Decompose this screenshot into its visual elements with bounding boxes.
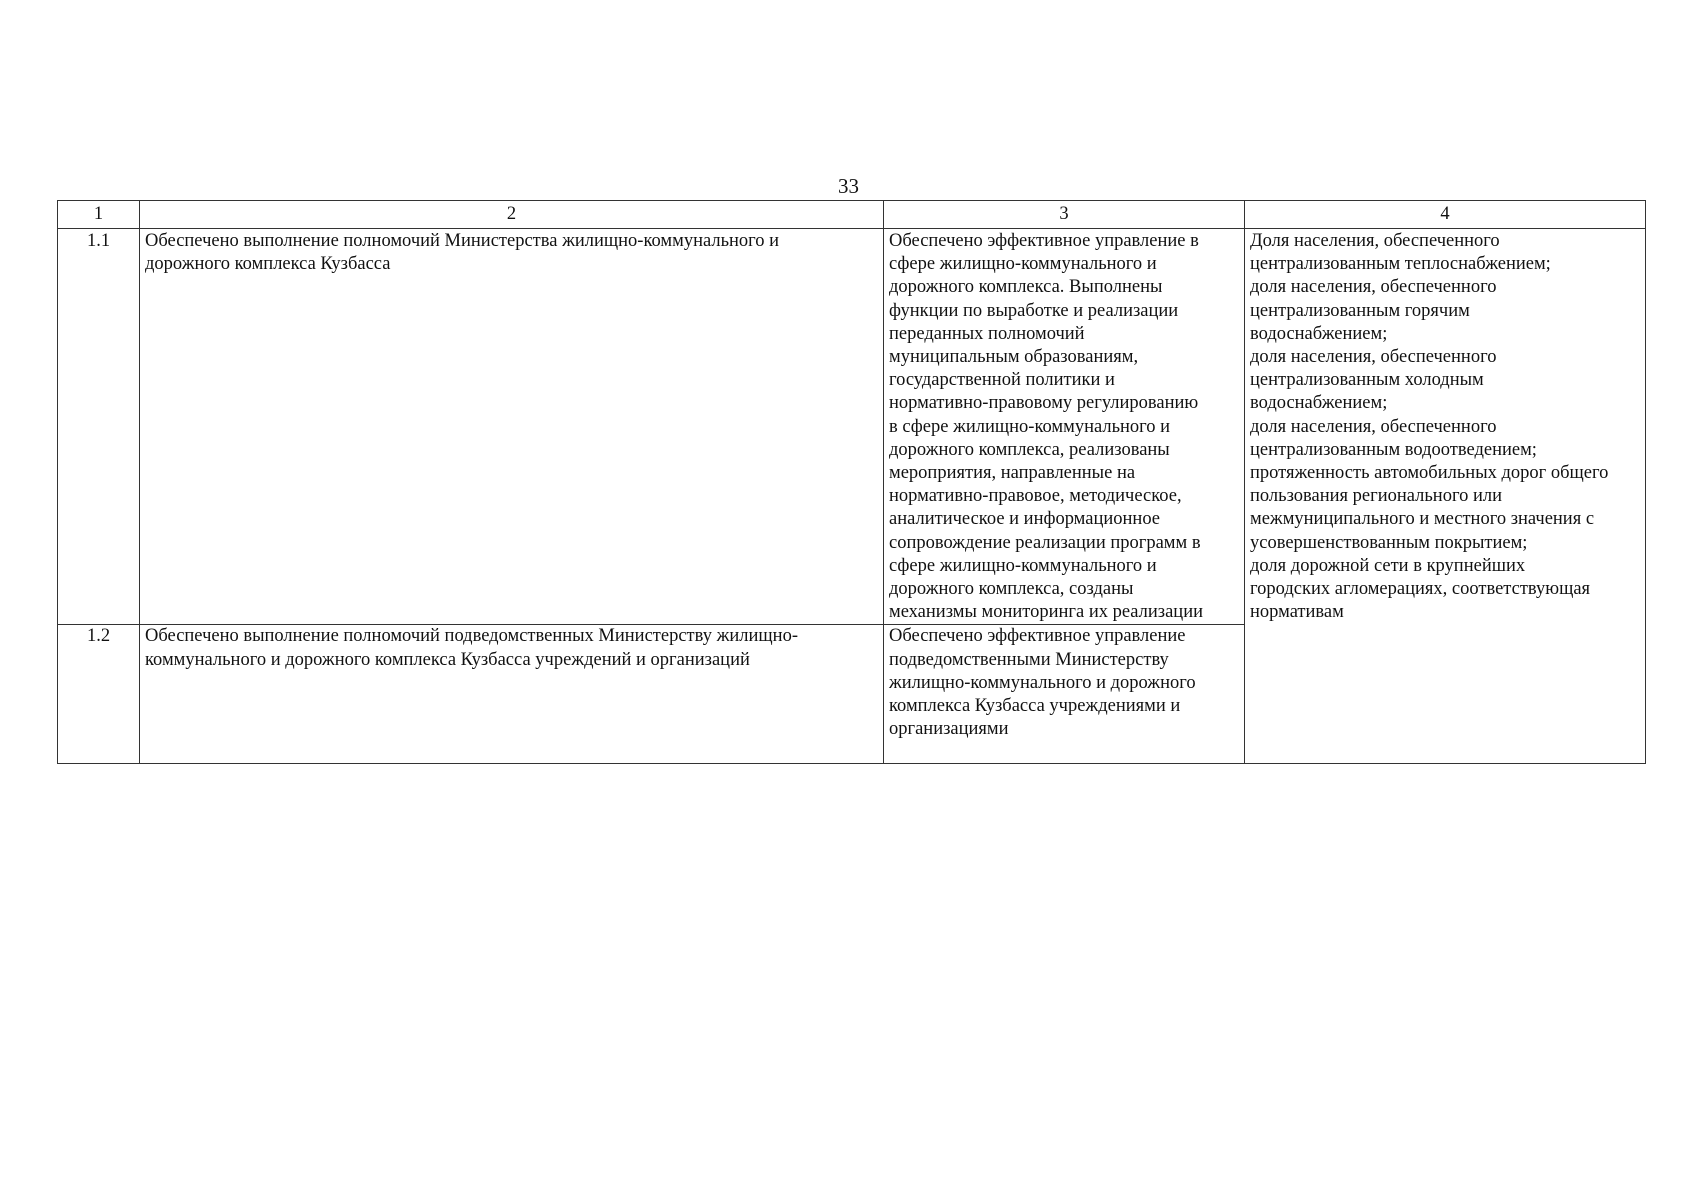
header-cell-3: 3 xyxy=(884,201,1245,229)
text-line: нормативам xyxy=(1250,602,1344,623)
indicators-cell xyxy=(1245,229,1646,764)
text-line: Обеспечено эффективное управление в xyxy=(889,231,1199,251)
text-line: централизованным теплоснабжением; xyxy=(1250,254,1551,275)
text-line: Обеспечено выполнение полномочий Министерства жилищно-коммунального и xyxy=(145,231,780,251)
text-line: дорожного комплекса, реализованы xyxy=(889,439,1170,460)
table-row xyxy=(58,229,1646,625)
text-line: Обеспечено выполнение полномочий подведомственных Министерству жилищно- xyxy=(145,626,798,647)
text-line: сфере жилищно-коммунального и xyxy=(889,555,1157,576)
text-line: жилищно-коммунального и дорожного xyxy=(889,672,1196,693)
text-line: в сфере жилищно-коммунального и xyxy=(889,416,1171,437)
text-line: водоснабжением; xyxy=(1250,323,1388,344)
page-number: 33 xyxy=(838,174,859,198)
text-line: дорожного комплекса Кузбасса xyxy=(145,254,391,275)
text-line: доля населения, обеспеченного xyxy=(1250,277,1497,298)
result-description-cell xyxy=(884,625,1245,764)
result-description-cell xyxy=(884,229,1245,625)
text-line: комплекса Кузбасса учреждениями и xyxy=(889,696,1181,717)
text-line: подведомственными Министерству xyxy=(889,649,1169,670)
text-line: дорожного комплекса, созданы xyxy=(889,579,1134,600)
task-description-cell xyxy=(140,625,884,764)
text-line: усовершенствованным покрытием; xyxy=(1250,532,1528,553)
text-line: организациями xyxy=(889,719,1009,740)
text-line: доля дорожной сети в крупнейших xyxy=(1250,555,1526,576)
text-line: Обеспечено эффективное управление xyxy=(889,626,1186,647)
table-header-row xyxy=(58,201,1646,229)
text-line: мероприятия, направленные на xyxy=(889,463,1136,484)
text-line: протяженность автомобильных дорог общего xyxy=(1250,463,1609,484)
text-line: доля населения, обеспеченного xyxy=(1250,347,1497,368)
row-number: 1.1 xyxy=(58,229,140,625)
text-line: доля населения, обеспеченного xyxy=(1250,416,1497,437)
text-line: городских агломерациях, соответствующая xyxy=(1250,579,1591,600)
text-line: сфере жилищно-коммунального и xyxy=(889,254,1157,275)
text-line: централизованным холодным xyxy=(1250,370,1484,391)
header-cell-4: 4 xyxy=(1245,201,1646,229)
text-line: Доля населения, обеспеченного xyxy=(1250,231,1500,251)
text-line: нормативно-правовое, методическое, xyxy=(889,486,1182,507)
text-line: сопровождение реализации программ в xyxy=(889,532,1201,553)
text-line: межмуниципального и местного значения с xyxy=(1250,509,1595,530)
text-line: дорожного комплекса. Выполнены xyxy=(889,277,1163,298)
indicators-table xyxy=(57,200,1646,764)
text-line: нормативно-правовому регулированию xyxy=(889,393,1199,414)
header-cell-1: 1 xyxy=(58,201,140,229)
task-description-cell xyxy=(140,229,884,625)
text-line: функции по выработке и реализации xyxy=(889,300,1179,321)
text-line: государственной политики и xyxy=(889,370,1115,391)
text-line: переданных полномочий xyxy=(889,323,1085,344)
row-number: 1.2 xyxy=(58,625,140,764)
text-line: централизованным горячим xyxy=(1250,300,1470,321)
text-line: коммунального и дорожного комплекса Кузбасса учреждений и организаций xyxy=(145,649,750,670)
text-line: централизованным водоотведением; xyxy=(1250,439,1537,460)
text-line: водоснабжением; xyxy=(1250,393,1388,414)
text-line: пользования регионального или xyxy=(1250,486,1502,507)
header-cell-2: 2 xyxy=(140,201,884,229)
text-line: механизмы мониторинга их реализации xyxy=(889,602,1204,623)
text-line: аналитическое и информационное xyxy=(889,509,1161,530)
text-line: муниципальным образованиям, xyxy=(889,347,1139,368)
